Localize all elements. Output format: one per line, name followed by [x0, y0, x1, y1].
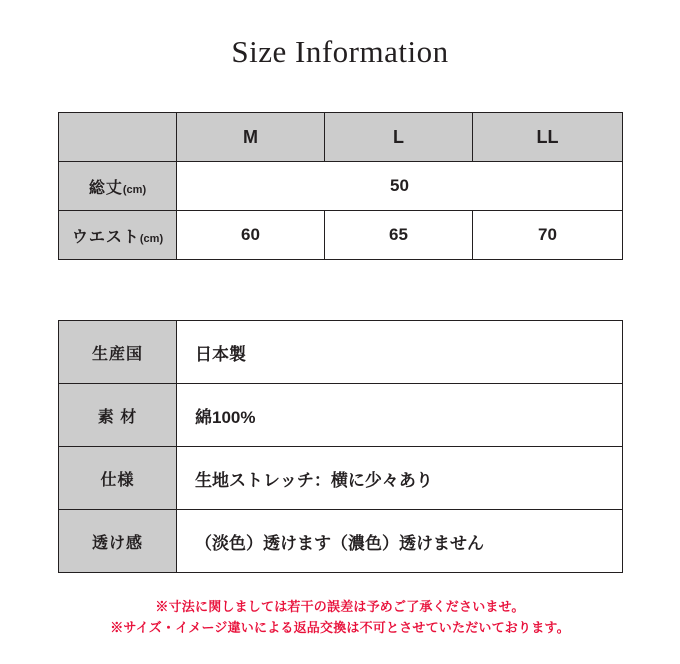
spec-value-specification: 生地ストレッチ：横に少々あり — [177, 447, 623, 510]
note-line-1: ※寸法に関しましては若干の誤差は予めご了承くださいませ。 — [155, 599, 525, 614]
product-spec-table — [58, 320, 623, 573]
row-label-unit: (cm) — [122, 183, 147, 196]
table-header-row — [59, 113, 623, 162]
spec-value-material: 綿100% — [177, 384, 623, 447]
table-row — [59, 384, 623, 447]
spec-value-sheerness: （淡色）透けます（濃色）透けません — [177, 510, 623, 573]
cell-waist-l: 65 — [325, 211, 473, 260]
row-label-text: 総丈 — [88, 179, 123, 197]
note-line-2: ※サイズ・イメージ違いによる返品交換は不可とさせていただいております。 — [110, 620, 570, 635]
size-measurement-table — [58, 112, 623, 260]
cell-waist-ll: 70 — [473, 211, 623, 260]
page-title: Size Information — [231, 34, 449, 69]
cell-total-length-all: 50 — [177, 162, 623, 211]
disclaimer-notes — [0, 596, 680, 638]
table-row — [59, 447, 623, 510]
spec-key-specification: 仕様 — [59, 447, 177, 510]
size-table-corner — [59, 113, 177, 162]
column-header-ll: LL — [473, 113, 623, 162]
cell-waist-m: 60 — [177, 211, 325, 260]
spec-key-country: 生産国 — [59, 321, 177, 384]
row-label-text: ウエスト — [71, 228, 140, 246]
spec-value-country: 日本製 — [177, 321, 623, 384]
table-row — [59, 510, 623, 573]
column-header-m: M — [177, 113, 325, 162]
row-label-unit: (cm) — [139, 232, 164, 245]
row-label-total-length — [59, 162, 177, 211]
spec-key-sheerness: 透け感 — [59, 510, 177, 573]
table-row — [59, 162, 623, 211]
table-row — [59, 211, 623, 260]
column-header-l: L — [325, 113, 473, 162]
table-row — [59, 321, 623, 384]
row-label-waist — [59, 211, 177, 260]
spec-key-material: 素 材 — [59, 384, 177, 447]
